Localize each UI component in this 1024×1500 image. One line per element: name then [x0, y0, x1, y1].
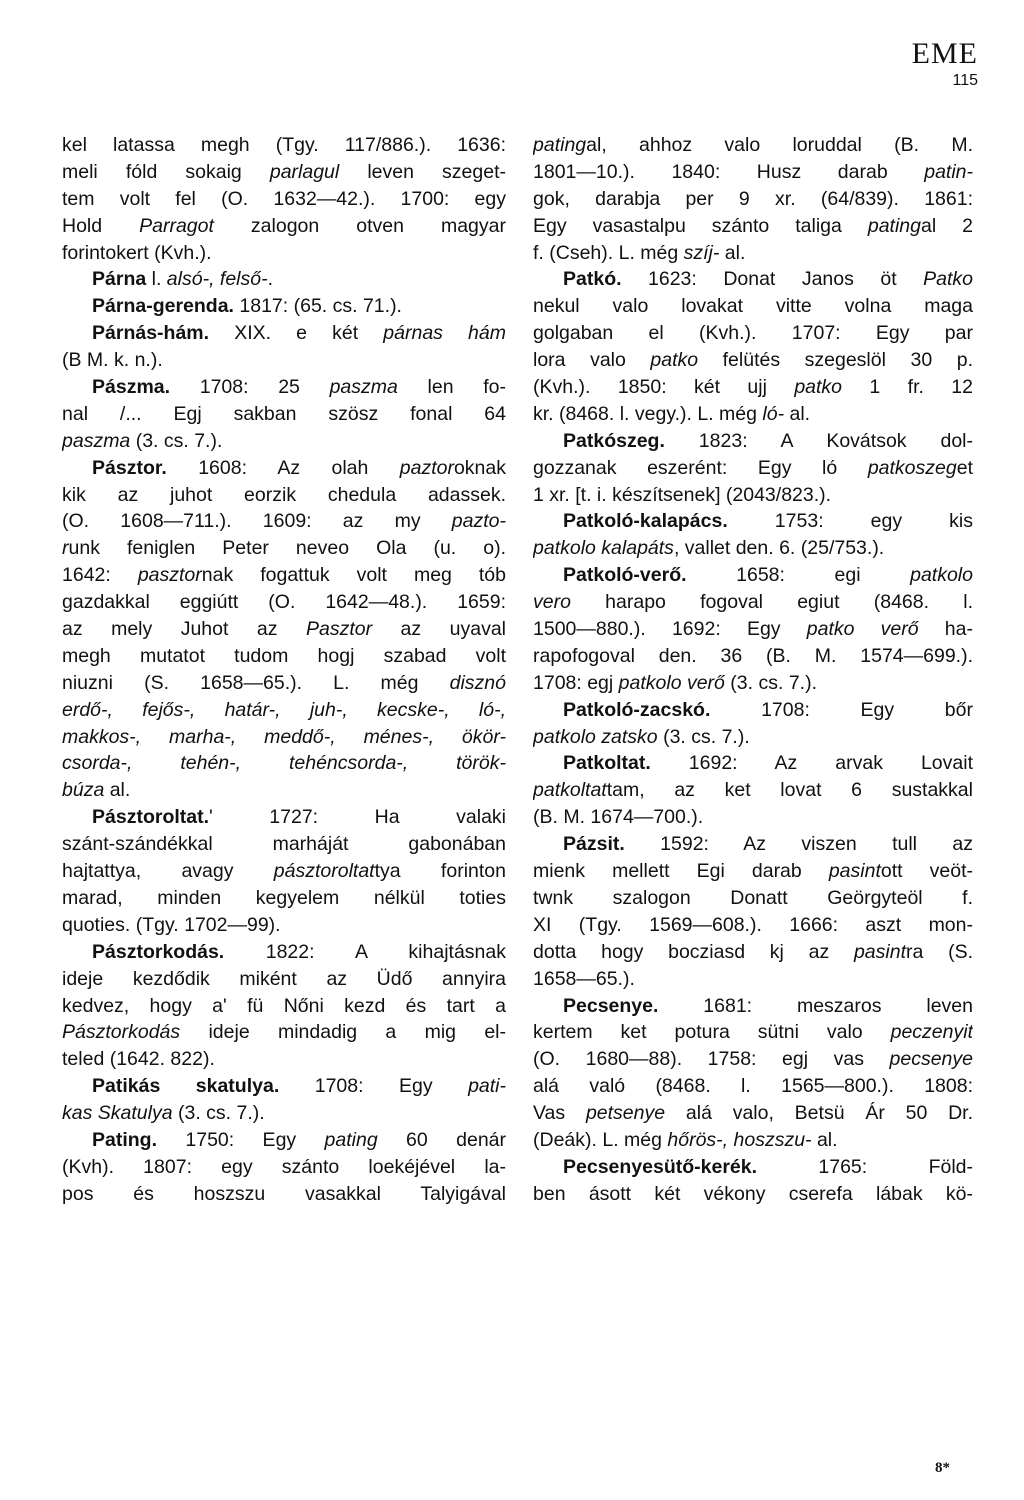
text-line: kik az juhot eorzik chedula adassek.: [62, 483, 506, 506]
text-line: szánt-szándékkal marháját gabonában: [62, 833, 506, 856]
text-line: (B M. k. n.).: [62, 349, 163, 372]
text-line: lora valo patko felütés szegeslöl 30 p.: [533, 349, 973, 372]
text-line: Patikás skatulya. 1708: Egy pati-: [92, 1075, 506, 1098]
text-line: Párnás-hám. XIX. e két párnas hám: [92, 322, 506, 345]
text-line: (Kvh). 1807: egy szánto loekéjével la-: [62, 1155, 506, 1178]
text-line: dotta hogy bocziasd kj az pasintra (S.: [533, 940, 973, 963]
text-line: twnk szalogon Donatt Geörgyteöl f.: [533, 886, 973, 909]
text-line: csorda-, tehén-, tehéncsorda-, török-: [62, 752, 506, 775]
text-line: Pázsit. 1592: Az viszen tull az: [563, 833, 973, 856]
text-line: Egy vasastalpu szánto taliga patingal 2: [533, 214, 973, 237]
text-line: patkoltattam, az ket lovat 6 sustakkal: [533, 779, 973, 802]
text-line: gok, darabja per 9 xr. (64/839). 1861:: [533, 187, 973, 210]
text-line: Hold Parragot zalogon otven magyar: [62, 214, 506, 237]
right-column: [533, 132, 973, 1208]
text-line: mienk mellett Egi darab pasintott veöt-: [533, 860, 973, 883]
text-line: gozzanak eszerént: Egy ló patkoszeget: [533, 456, 973, 479]
page-number: 115: [952, 72, 978, 89]
text-line: makkos-, marha-, meddő-, ménes-, ökör-: [62, 725, 506, 748]
text-line: Patkoló-zacskó. 1708: Egy bőr: [563, 698, 973, 721]
journal-title: EME: [911, 37, 978, 70]
text-line: 1801—10.). 1840: Husz darab patin-: [533, 160, 973, 183]
text-line: kertem ket potura sütni valo peczenyit: [533, 1021, 973, 1044]
text-line: f. (Cseh). L. még szíj- al.: [533, 241, 746, 264]
text-line: Pászma. 1708: 25 paszma len fo-: [92, 376, 506, 399]
text-line: 1642: pasztornak fogattuk volt meg tób: [62, 564, 506, 587]
text-line: patkolo kalapáts, vallet den. 6. (25/753.).: [533, 537, 885, 560]
text-line: kel latassa megh (Tgy. 117/886.). 1636:: [62, 134, 506, 156]
text-line: quoties. (Tgy. 1702—99).: [62, 913, 281, 936]
text-line: 1 xr. [t. i. készítsenek] (2043/823.).: [533, 483, 832, 506]
text-line: (Kvh.). 1850: két ujj patko 1 fr. 12: [533, 376, 973, 399]
text-line: Párna l. alsó-, felső-.: [92, 268, 274, 291]
text-line: erdő-, fejős-, határ-, juh-, kecske-, ló-,: [62, 698, 506, 721]
text-line: az mely Juhot az Pasztor az uyaval: [62, 618, 506, 641]
text-line: golgaban el (Kvh.). 1707: Egy par: [533, 322, 973, 345]
text-line: vero harapo fogoval egiut (8468. l.: [533, 591, 973, 614]
text-line: Patkoló-verő. 1658: egi patkolo: [563, 564, 973, 587]
text-line: Vas petsenye alá valo, Betsü Ár 50 Dr.: [533, 1102, 973, 1125]
text-line: XI (Tgy. 1569—608.). 1666: aszt mon-: [533, 913, 973, 936]
text-line: meli fóld sokaig parlagul leven szeget-: [62, 160, 506, 183]
text-line: hajtattya, avagy pásztoroltattya forinton: [62, 860, 506, 883]
left-column: [62, 132, 506, 1208]
text-line: marad, minden kegyelem nélkül toties: [62, 886, 506, 909]
text-line: kedvez, hogy a' fü Nőni kezd és tart a: [62, 994, 506, 1017]
text-line: (Deák). L. még hőrös-, hoszszu- al.: [533, 1128, 838, 1151]
text-line: (O. 1608—711.). 1609: az my pazto-: [62, 510, 506, 533]
text-line: Párna-gerenda. 1817: (65. cs. 71.).: [92, 295, 402, 318]
text-line: runk feniglen Peter neveo Ola (u. o).: [62, 537, 506, 560]
text-line: (B. M. 1674—700.).: [533, 806, 704, 829]
text-line: Patkószeg. 1823: A Kovátsok dol-: [563, 429, 973, 452]
text-line: nekul valo lovakat vitte volna maga: [533, 295, 973, 318]
text-line: Patkoló-kalapács. 1753: egy kis: [563, 510, 973, 533]
signature-mark: 8*: [935, 1460, 950, 1476]
text-line: pos és hoszszu vasakkal Talyigával: [62, 1182, 506, 1205]
text-line: Pecsenye. 1681: meszaros leven: [563, 994, 973, 1017]
text-line: gazdakkal eggiútt (O. 1642—48.). 1659:: [62, 591, 506, 614]
text-line: nal /... Egj sakban szösz fonal 64: [62, 402, 506, 425]
text-line: 1658—65.).: [533, 967, 635, 990]
text-line: Patkó. 1623: Donat Janos öt Patko: [563, 268, 973, 291]
text-line: Patkoltat. 1692: Az arvak Lovait: [563, 752, 973, 775]
text-line: megh mutatot tudom hogj szabad volt: [62, 644, 506, 667]
text-line: (O. 1680—88). 1758: egj vas pecsenye: [533, 1048, 973, 1071]
text-line: kas Skatulya (3. cs. 7.).: [62, 1102, 265, 1125]
text-line: ben ásott két vékony cserefa lábak kö-: [533, 1182, 973, 1205]
text-line: Pásztoroltat.' 1727: Ha valaki: [92, 806, 506, 829]
text-line: búza al.: [62, 779, 131, 802]
text-line: ideje kezdődik miként az Üdő annyira: [62, 967, 506, 990]
text-line: patingal, ahhoz valo loruddal (B. M.: [533, 134, 973, 156]
text-line: forintokert (Kvh.).: [62, 241, 212, 264]
text-line: tem volt fel (O. 1632—42.). 1700: egy: [62, 187, 506, 210]
text-line: Pecsenyesütő-kerék. 1765: Föld-: [563, 1155, 973, 1178]
text-line: patkolo zatsko (3. cs. 7.).: [533, 725, 750, 748]
text-line: Pating. 1750: Egy pating 60 denár: [92, 1128, 506, 1151]
text-line: Pásztor. 1608: Az olah paztoroknak: [92, 456, 506, 479]
text-line: teled (1642. 822).: [62, 1048, 215, 1071]
page-header: [912, 38, 978, 90]
text-line: niuzni (S. 1658—65.). L. még disznó: [62, 671, 506, 694]
text-line: rapofogoval den. 36 (B. M. 1574—699.).: [533, 644, 973, 667]
text-line: kr. (8468. l. vegy.). L. még ló- al.: [533, 402, 811, 425]
text-line: 1708: egj patkolo verő (3. cs. 7.).: [533, 671, 817, 694]
text-line: Pásztorkodás ideje mindadig a mig el-: [62, 1021, 506, 1044]
text-line: paszma (3. cs. 7.).: [62, 429, 223, 452]
text-line: 1500—880.). 1692: Egy patko verő ha-: [533, 618, 973, 641]
text-line: Pásztorkodás. 1822: A kihajtásnak: [92, 940, 506, 963]
text-line: alá való (8468. l. 1565—800.). 1808:: [533, 1075, 973, 1098]
